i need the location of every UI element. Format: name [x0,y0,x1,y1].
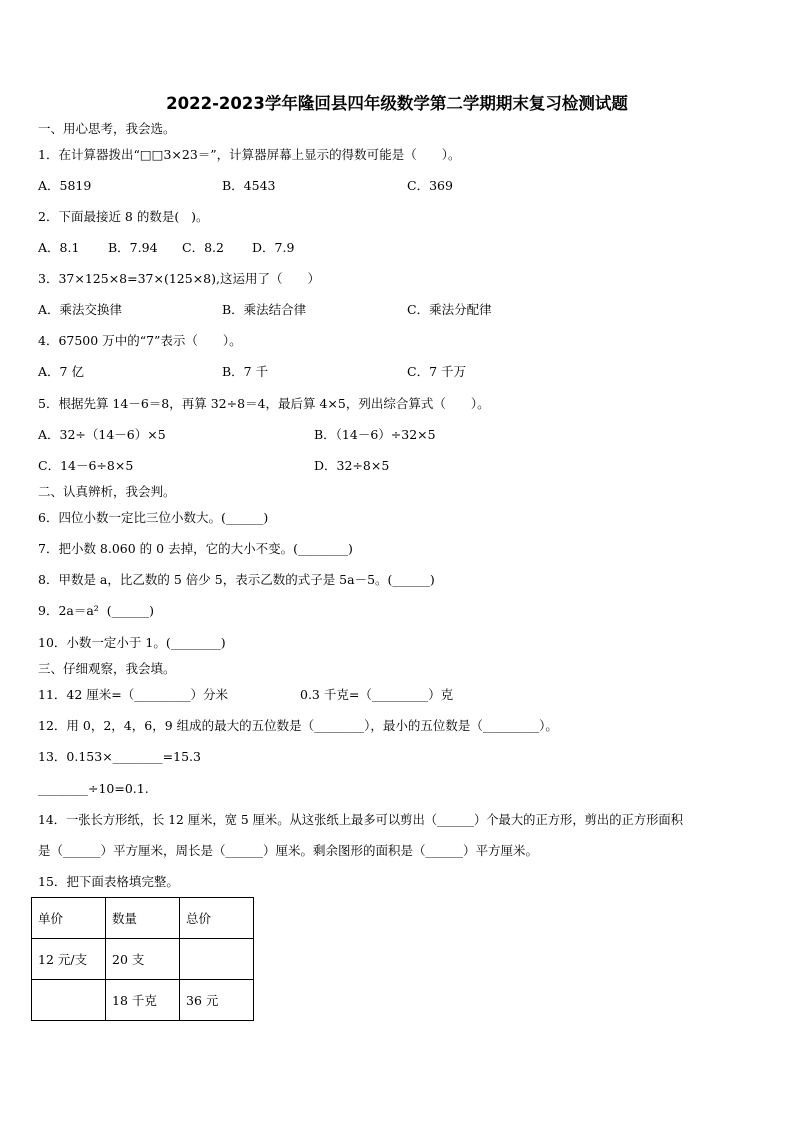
question-11-part-b: 0.3 千克=（_________）克 [300,687,454,702]
table-header-unit-price: 单价 [32,898,106,939]
table-row [32,980,254,1021]
page-title: 2022-2023学年隆回县四年级数学第二学期期末复习检测试题 [166,94,628,113]
question-15-stem: 15．把下面表格填完整。 [38,874,179,889]
table-header-row [32,898,254,939]
question-3-option-b: B．乘法结合律 [222,302,307,317]
question-3-option-a: A．乘法交换律 [38,302,123,317]
table-cell: 18 千克 [106,980,180,1021]
question-5-option-b: B．（14－6）÷32×5 [314,427,436,442]
question-13-part-a: 13．0.153×________=15.3 [38,749,201,764]
section-heading-fill: 三、仔细观察，我会填。 [38,661,176,676]
question-11-part-a: 11．42 厘米=（_________）分米 [38,687,229,702]
section-heading-judge: 二、认真辨析，我会判。 [38,484,176,499]
question-1-option-c: C．369 [407,178,453,193]
question-5-option-c: C．14－6÷8×5 [38,458,134,473]
question-5-option-d: D．32÷8×5 [314,458,390,473]
section-heading-choice: 一、用心思考，我会选。 [38,121,176,136]
question-1-option-a: A．5819 [38,178,92,193]
question-8: 8．甲数是 a，比乙数的 5 倍少 5，表示乙数的式子是 5a－5。(______) [38,572,435,587]
question-1-stem: 1．在计算器拨出“□□3×23＝”，计算器屏幕上显示的得数可能是（ ）。 [38,147,461,162]
table-header-total: 总价 [180,898,254,939]
question-6: 6．四位小数一定比三位小数大。(______) [38,510,269,525]
question-2-option-c: C．8.2 [182,240,224,255]
table-header-quantity: 数量 [106,898,180,939]
table-cell: 36 元 [180,980,254,1021]
table-row [32,939,254,980]
question-13-part-b: ________÷10=0.1. [38,781,149,796]
question-7: 7．把小数 8.060 的 0 去掉，它的大小不变。(________) [38,541,353,556]
question-3-stem: 3．37×125×8=37×(125×8),这运用了（ ） [38,271,320,286]
question-2-option-a: A．8.1 [38,240,80,255]
question-9: 9．2a＝a² (______) [38,603,155,618]
question-5-stem: 5．根据先算 14－6＝8，再算 32÷8＝4，最后算 4×5，列出综合算式（ ）。 [38,396,490,411]
question-4-stem: 4．67500 万中的“7”表示（ ）。 [38,333,242,348]
question-2-stem: 2．下面最接近 8 的数是( )。 [38,209,209,224]
question-4-option-b: B．7 千 [222,364,269,379]
question-2-option-b: B．7.94 [108,240,158,255]
table-cell: 12 元/支 [32,939,106,980]
table-cell-blank [32,980,106,1021]
question-14-line-2: 是（______）平方厘米，周长是（______）厘米。剩余图形的面积是（______）平方厘米。 [38,843,539,858]
question-10: 10．小数一定小于 1。(________) [38,635,226,650]
question-4-option-a: A．7 亿 [38,364,84,379]
table-cell: 20 支 [106,939,180,980]
question-3-option-c: C．乘法分配律 [407,302,492,317]
question-12: 12．用 0，2，4，6，9 组成的最大的五位数是（________），最小的五位数是（_________）。 [38,718,558,733]
question-2-option-d: D．7.9 [252,240,295,255]
question-5-option-a: A．32÷（14－6）×5 [38,427,166,442]
question-14-line-1: 14．一张长方形纸，长 12 厘米，宽 5 厘米。从这张纸上最多可以剪出（______）个最大的正方形，剪出的正方形面积 [38,813,684,827]
table-cell-blank [180,939,254,980]
question-1-option-b: B．4543 [222,178,276,193]
question-4-option-c: C．7 千万 [407,364,466,379]
price-table [31,897,254,1021]
